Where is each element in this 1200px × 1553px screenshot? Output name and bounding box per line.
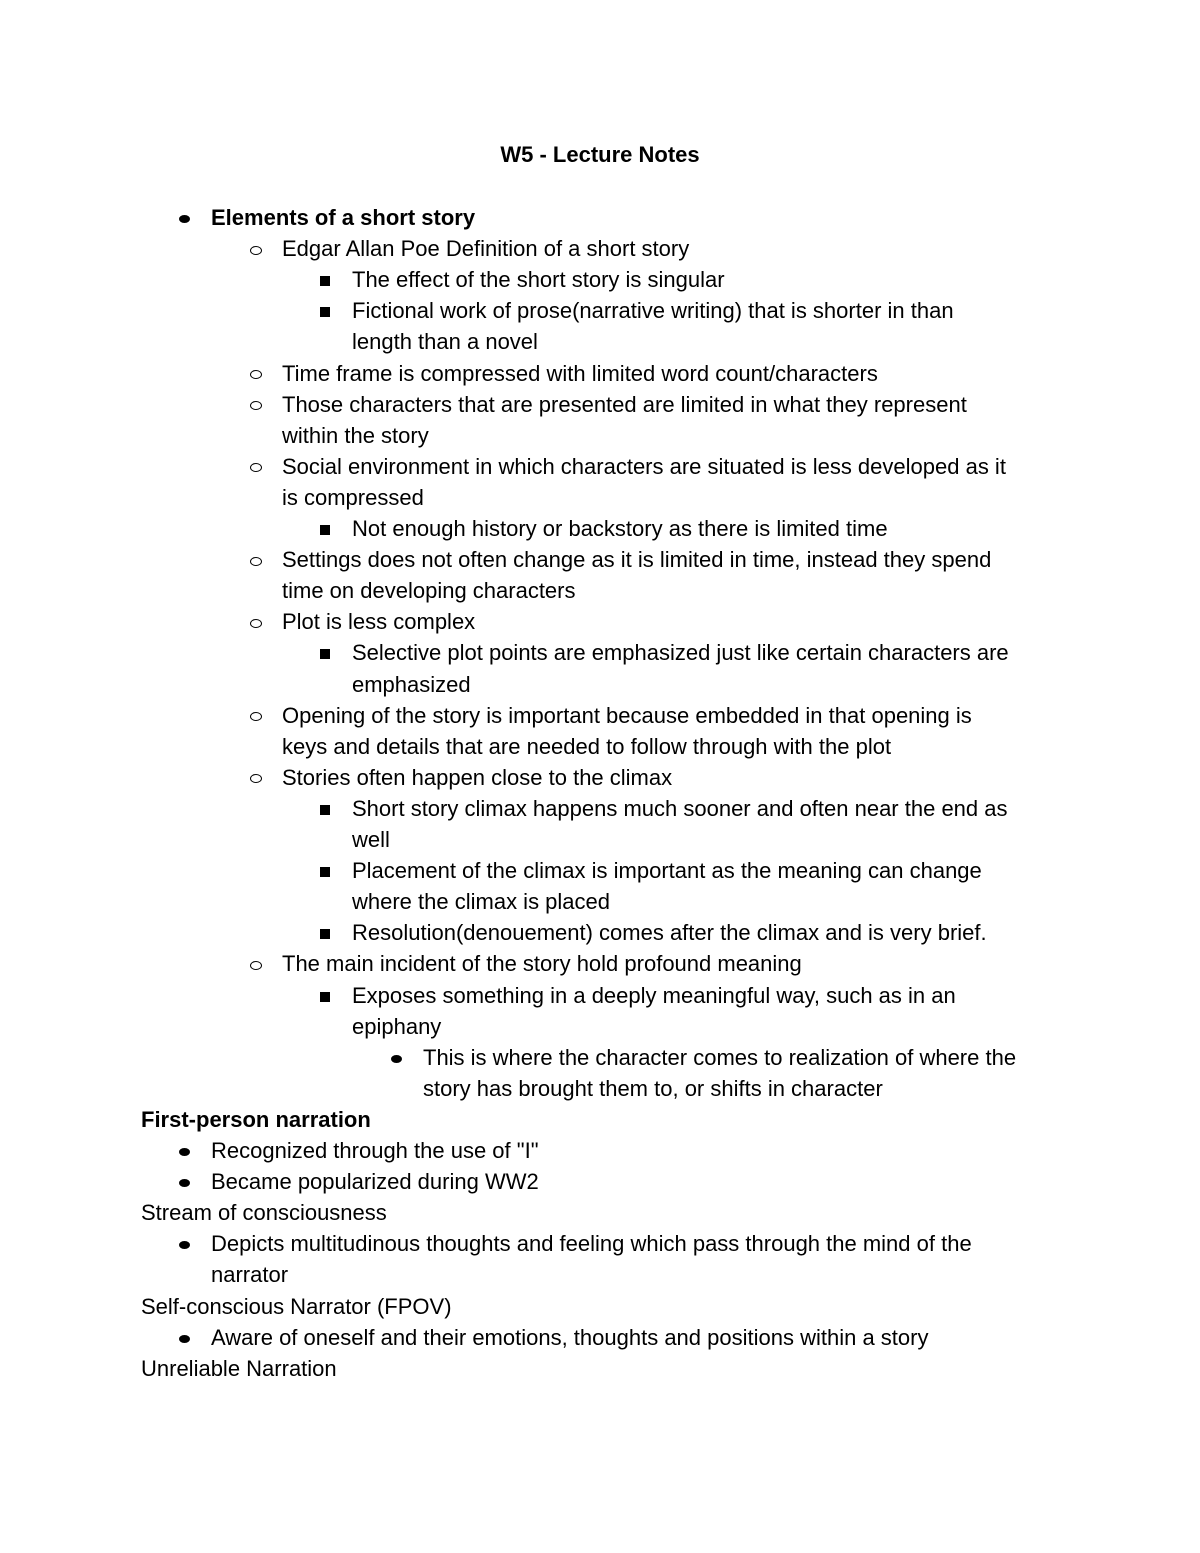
section-heading: Self-conscious Narrator (FPOV) xyxy=(141,1293,452,1319)
bullet-square-icon xyxy=(320,805,330,815)
bullet-disc-icon xyxy=(179,215,190,223)
list-item: Stories often happen close to the climax xyxy=(282,764,673,790)
list-item: well xyxy=(352,827,390,852)
bullet-disc-icon xyxy=(179,1335,190,1343)
list-item: Settings does not often change as it is limited in time, instead they spend xyxy=(282,547,992,573)
list-item: within the story xyxy=(282,422,429,448)
list-item: The main incident of the story hold profound meaning xyxy=(282,951,802,977)
list-item: Elements of a short story xyxy=(211,205,476,230)
list-item: This is where the character comes to realization of where the xyxy=(423,1044,1017,1070)
bullet-circle-icon xyxy=(250,557,262,566)
section-heading: First-person narration xyxy=(141,1106,371,1132)
list-item: length than a novel xyxy=(352,329,538,355)
bullet-circle-icon xyxy=(250,401,262,410)
list-item: story has brought them to, or shifts in character xyxy=(423,1075,883,1101)
bullet-square-icon xyxy=(320,992,330,1002)
list-item: Not enough history or backstory as there is limited time xyxy=(352,516,888,541)
list-item: Placement of the climax is important as the meaning can change xyxy=(352,858,982,884)
list-item: Those characters that are presented are limited in what they represent xyxy=(282,391,967,417)
list-item: Depicts multitudinous thoughts and feeling which pass through the mind of the xyxy=(211,1231,972,1257)
list-item: Plot is less complex xyxy=(282,609,476,635)
list-item: Selective plot points are emphasized just like certain characters are xyxy=(352,640,1009,666)
list-item: Fictional work of prose(narrative writing) that is shorter in than xyxy=(352,298,954,324)
bullet-square-icon xyxy=(320,649,330,659)
list-item: The effect of the short story is singular xyxy=(352,267,725,293)
list-item: Became popularized during WW2 xyxy=(211,1169,539,1195)
list-item: keys and details that are needed to follow through with the plot xyxy=(282,733,892,759)
bullet-circle-icon xyxy=(250,712,262,721)
list-item: where the climax is placed xyxy=(352,889,611,915)
section-heading: Stream of consciousness xyxy=(141,1200,387,1226)
list-item: emphasized xyxy=(352,671,471,697)
bullet-circle-icon xyxy=(250,774,262,783)
bullet-circle-icon xyxy=(250,619,262,628)
list-item: Exposes something in a deeply meaningful way, such as in an xyxy=(352,982,956,1008)
list-item: Short story climax happens much sooner and often near the end as xyxy=(352,795,1008,821)
list-item: Opening of the story is important because embedded in that opening is xyxy=(282,702,972,728)
bullet-circle-icon xyxy=(250,961,262,970)
bullet-circle-icon xyxy=(250,463,262,472)
bullet-disc-icon xyxy=(179,1148,190,1156)
bullet-square-icon xyxy=(320,307,330,317)
list-item: narrator xyxy=(211,1262,289,1288)
list-item: is compressed xyxy=(282,484,424,510)
list-item: Time frame is compressed with limited word count/characters xyxy=(282,360,878,386)
bullet-square-icon xyxy=(320,929,330,939)
list-item: Edgar Allan Poe Definition of a short story xyxy=(282,236,690,262)
page-title: W5 - Lecture Notes xyxy=(500,142,700,167)
bullet-square-icon xyxy=(320,276,330,286)
list-item: Social environment in which characters are situated is less developed as it xyxy=(282,453,1006,479)
bullet-disc-icon xyxy=(179,1241,190,1249)
bullet-disc-icon xyxy=(391,1055,402,1063)
bullet-circle-icon xyxy=(250,246,262,255)
list-item: time on developing characters xyxy=(282,578,576,604)
bullet-disc-icon xyxy=(179,1179,190,1187)
bullet-circle-icon xyxy=(250,370,262,379)
bullet-square-icon xyxy=(320,525,330,535)
section-heading: Unreliable Narration xyxy=(141,1355,337,1381)
list-item: epiphany xyxy=(352,1013,442,1039)
list-item: Aware of oneself and their emotions, thoughts and positions within a story xyxy=(211,1324,929,1350)
list-item: Recognized through the use of "I" xyxy=(211,1138,539,1163)
list-item: Resolution(denouement) comes after the climax and is very brief. xyxy=(352,920,987,946)
bullet-square-icon xyxy=(320,867,330,877)
